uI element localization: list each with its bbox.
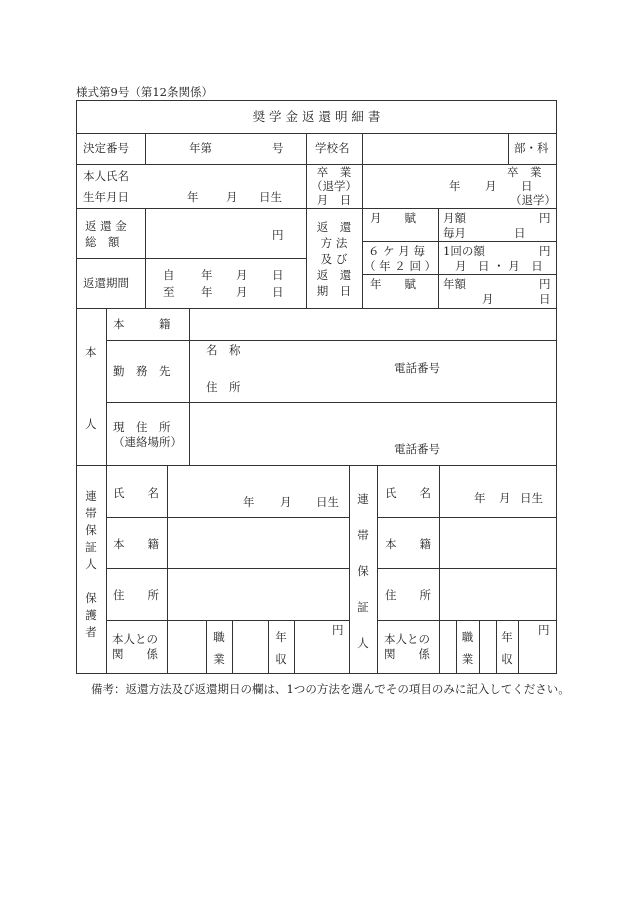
method-label-1: 返 還 [316,220,352,234]
domicile-label: 本 籍 [113,317,171,331]
guardian-job-label-1: 職 [213,630,225,644]
period-to-month: 月 [236,285,248,299]
surety-income-label-2: 収 [501,652,513,666]
guardian-address-label: 住 所 [113,588,159,602]
remarks-note: 備考：返還方法及び返還期日の欄は、1つの方法を選んでその項目のみに記入してください。 [91,682,570,696]
surety-name-label: 氏 名 [385,486,431,500]
graduation-right-bottom: （退学） [510,193,556,207]
period-from-year: 年 [201,268,213,282]
annual-plan-label: 年 賦 [370,277,416,291]
graduation-right-top: 卒 業 [507,165,542,179]
guardian-birth-month: 月 [280,495,292,509]
total-repayment-label-1: 返 還 金 [85,219,127,233]
surety-job-label-1: 職 [461,630,474,644]
graduation-label-2: （退学） [311,179,357,193]
repayment-period-label: 返還期間 [83,276,129,290]
birth-day-unit: 日生 [259,190,282,204]
period-to-year: 年 [201,285,213,299]
period-to-label: 至 [163,285,175,299]
method-label-3: 及 び [320,252,348,266]
monthly-every-label: 毎月 [443,226,466,240]
total-repayment-label-2: 総 額 [85,235,120,249]
decision-number-label: 決定番号 [83,141,129,155]
semiannual-dates: 月 日 ・ 月 日 [455,259,543,273]
semiannual-plan-label: ６ ケ 月 毎 [368,244,425,258]
guardian-birth-day: 日生 [316,495,339,509]
birth-date-label: 生年月日 [83,190,129,204]
surety-birth-month: 月 [499,491,511,505]
method-label-4: 返 還 [316,268,352,282]
surety-domicile-label: 本 籍 [385,537,431,551]
period-from-label: 自 [163,268,175,282]
method-label-5: 期 日 [316,284,352,298]
workplace-phone-label: 電話番号 [394,361,440,375]
surety-address-label: 住 所 [385,588,431,602]
surety-relation-label-1: 本人との [384,632,430,646]
period-from-month: 月 [236,268,248,282]
birth-year-unit: 年 [187,190,199,204]
guardian-side-label: 連 帯 保 証 人 保 護 者 [85,489,97,639]
surety-income-yen: 円 [538,623,550,637]
graduation-year-unit: 年 [449,179,461,193]
annual-amount-label: 年額 [443,277,466,291]
guardian-domicile-label: 本 籍 [113,537,159,551]
annual-amount-yen: 円 [539,277,551,291]
workplace-address-label: 住 所 [206,380,241,394]
decision-number-unit: 号 [272,141,284,155]
period-to-day: 日 [272,285,284,299]
guardian-income-label-1: 年 [275,630,287,644]
semiannual-amount-label: 1回の額 [443,244,485,258]
guardian-name-label: 氏 名 [113,486,159,500]
guardian-relation-label-1: 本人との [112,632,158,646]
method-label-2: 方 法 [320,236,348,250]
decision-year-label: 年第 [189,141,212,155]
home-phone-label: 電話番号 [394,442,440,456]
surety-relation-label-2: 関 係 [384,647,430,661]
semiannual-times-label: （ 年 ２ 回 ） [364,259,437,273]
workplace-label: 勤 務 先 [113,364,171,378]
period-from-day: 日 [272,268,284,282]
current-address-label: 現 住 所 [113,420,171,434]
surety-income-label-1: 年 [501,630,513,644]
surety-job-label-2: 業 [461,652,474,666]
form-number: 様式第9号（第12条関係） [76,85,213,99]
guardian-income-yen: 円 [332,623,344,637]
annual-month-unit: 月 [482,292,494,306]
surety-birth-day: 日生 [520,491,543,505]
contact-place-label: （連絡場所） [113,435,182,449]
graduation-label-1: 卒 業 [316,165,352,179]
guardian-job-label-2: 業 [213,652,225,666]
total-repayment-yen: 円 [272,228,284,242]
guardian-birth-year: 年 [243,495,255,509]
monthly-day-unit: 日 [514,226,526,240]
guardian-relation-label-2: 関 係 [112,647,158,661]
semiannual-amount-yen: 円 [539,244,551,258]
surety-side-label: 連 帯 保 証 人 [357,492,369,650]
birth-month-unit: 月 [226,190,238,204]
graduation-label-3: 月 日 [316,193,352,207]
graduation-day-unit: 日 [521,179,533,193]
monthly-amount-yen: 円 [539,211,551,225]
workplace-name-label: 名 称 [206,343,241,357]
monthly-amount-label: 月額 [443,211,466,225]
graduation-month-unit: 月 [485,179,497,193]
surety-birth-year: 年 [474,491,486,505]
monthly-plan-label: 月 賦 [370,211,416,225]
form-title: 奨 学 金 返 還 明 細 書 [252,109,381,124]
student-name-label: 本人氏名 [83,169,129,183]
person-side-label-2: 人 [85,417,97,431]
person-side-label-1: 本 [85,345,97,359]
guardian-income-label-2: 収 [275,652,287,666]
school-name-label: 学校名 [315,141,350,155]
annual-day-unit: 日 [539,292,551,306]
department-label: 部・科 [514,141,549,155]
